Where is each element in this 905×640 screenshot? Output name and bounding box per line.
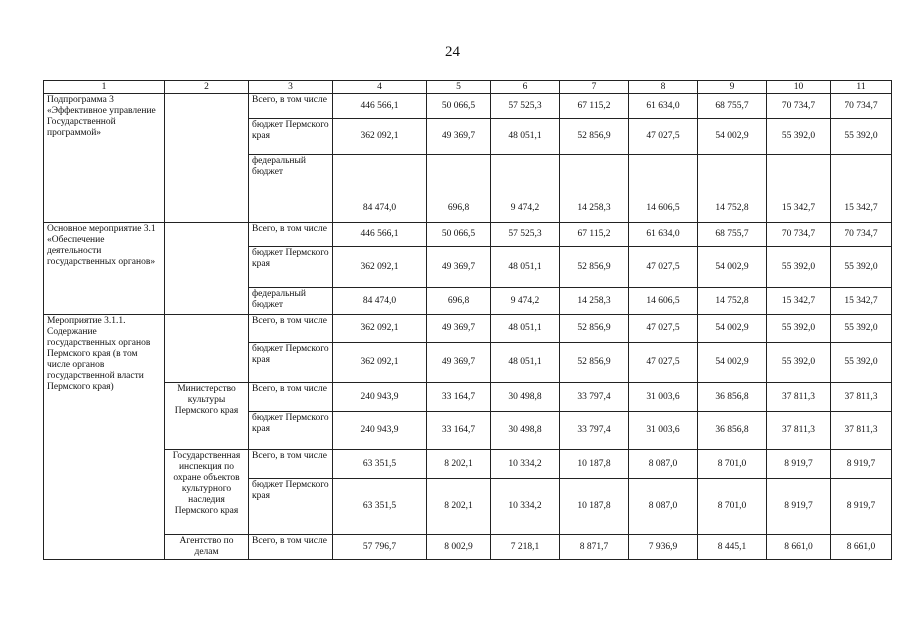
amount-cell: 8 087,0: [629, 450, 698, 479]
executor-cell: [165, 223, 249, 315]
amount-cell: 55 392,0: [767, 119, 831, 155]
amount-cell: 7 936,9: [629, 535, 698, 560]
table-row: [44, 383, 892, 412]
funding-source: Всего, в том числе: [249, 94, 333, 119]
amount-cell: 30 498,8: [491, 412, 560, 450]
amount-cell: 55 392,0: [767, 247, 831, 288]
amount-cell: 33 797,4: [560, 383, 629, 412]
amount-cell: 8 002,9: [427, 535, 491, 560]
amount-cell: 63 351,5: [333, 479, 427, 535]
column-header: 6: [491, 81, 560, 94]
amount-cell: 47 027,5: [629, 119, 698, 155]
amount-cell: 57 796,7: [333, 535, 427, 560]
amount-cell: 14 606,5: [629, 155, 698, 223]
amount-cell: 61 634,0: [629, 94, 698, 119]
amount-cell: 33 164,7: [427, 383, 491, 412]
column-header: 9: [698, 81, 767, 94]
amount-cell: 84 474,0: [333, 288, 427, 315]
amount-cell: 362 092,1: [333, 343, 427, 383]
amount-cell: 67 115,2: [560, 94, 629, 119]
amount-cell: 48 051,1: [491, 343, 560, 383]
amount-cell: 10 334,2: [491, 450, 560, 479]
amount-cell: 8 087,0: [629, 479, 698, 535]
amount-cell: 37 811,3: [831, 383, 892, 412]
amount-cell: 54 002,9: [698, 247, 767, 288]
amount-cell: 8 701,0: [698, 450, 767, 479]
funding-source: Всего, в том числе: [249, 535, 333, 560]
amount-cell: 33 164,7: [427, 412, 491, 450]
amount-cell: 67 115,2: [560, 223, 629, 247]
amount-cell: 14 258,3: [560, 288, 629, 315]
table-row: [44, 94, 892, 119]
amount-cell: 8 919,7: [831, 450, 892, 479]
measure-label: Основное мероприятие 3.1 «Обеспечение деятельности государственных органов»: [44, 223, 165, 315]
funding-source: Всего, в том числе: [249, 315, 333, 343]
measure-label: Мероприятие 3.1.1. Содержание государственных органов Пермского края (в том числе органов государственной власти Пермского края): [44, 315, 165, 560]
executor-cell: Агентство по делам: [165, 535, 249, 560]
column-header: 8: [629, 81, 698, 94]
executor-cell: [165, 94, 249, 223]
amount-cell: 10 187,8: [560, 479, 629, 535]
column-header: 5: [427, 81, 491, 94]
funding-source: бюджет Пермского края: [249, 343, 333, 383]
amount-cell: 47 027,5: [629, 343, 698, 383]
amount-cell: 31 003,6: [629, 383, 698, 412]
amount-cell: 52 856,9: [560, 247, 629, 288]
column-header: 2: [165, 81, 249, 94]
amount-cell: 10 334,2: [491, 479, 560, 535]
amount-cell: 70 734,7: [831, 94, 892, 119]
amount-cell: 14 752,8: [698, 288, 767, 315]
amount-cell: 68 755,7: [698, 223, 767, 247]
amount-cell: 55 392,0: [831, 119, 892, 155]
amount-cell: 240 943,9: [333, 412, 427, 450]
amount-cell: 54 002,9: [698, 315, 767, 343]
amount-cell: 8 661,0: [767, 535, 831, 560]
amount-cell: 7 218,1: [491, 535, 560, 560]
measure-label: Подпрограмма 3 «Эффективное управление Государственной программой»: [44, 94, 165, 223]
amount-cell: 37 811,3: [831, 412, 892, 450]
amount-cell: 14 752,8: [698, 155, 767, 223]
amount-cell: 8 445,1: [698, 535, 767, 560]
amount-cell: 446 566,1: [333, 223, 427, 247]
amount-cell: 48 051,1: [491, 315, 560, 343]
amount-cell: 47 027,5: [629, 247, 698, 288]
amount-cell: 696,8: [427, 155, 491, 223]
amount-cell: 8 202,1: [427, 479, 491, 535]
amount-cell: 15 342,7: [767, 155, 831, 223]
amount-cell: 49 369,7: [427, 343, 491, 383]
amount-cell: 362 092,1: [333, 119, 427, 155]
funding-source: бюджет Пермского края: [249, 479, 333, 535]
amount-cell: 52 856,9: [560, 315, 629, 343]
executor-cell: [165, 315, 249, 383]
header-row: [44, 81, 892, 94]
table-row: [44, 315, 892, 343]
amount-cell: 57 525,3: [491, 94, 560, 119]
amount-cell: 362 092,1: [333, 315, 427, 343]
amount-cell: 52 856,9: [560, 119, 629, 155]
funding-source: федеральный бюджет: [249, 155, 333, 223]
amount-cell: 8 919,7: [831, 479, 892, 535]
amount-cell: 15 342,7: [831, 155, 892, 223]
amount-cell: 8 919,7: [767, 450, 831, 479]
executor-cell: Государственная инспекция по охране объектов культурного наследия Пермского края: [165, 450, 249, 535]
amount-cell: 15 342,7: [831, 288, 892, 315]
amount-cell: 70 734,7: [767, 94, 831, 119]
amount-cell: 55 392,0: [767, 315, 831, 343]
funding-source: Всего, в том числе: [249, 383, 333, 412]
amount-cell: 10 187,8: [560, 450, 629, 479]
page-number: 24: [445, 44, 460, 60]
funding-source: федеральный бюджет: [249, 288, 333, 315]
column-header: 10: [767, 81, 831, 94]
amount-cell: 15 342,7: [767, 288, 831, 315]
amount-cell: 30 498,8: [491, 383, 560, 412]
funding-source: Всего, в том числе: [249, 223, 333, 247]
amount-cell: 55 392,0: [831, 247, 892, 288]
amount-cell: 8 202,1: [427, 450, 491, 479]
column-header: 7: [560, 81, 629, 94]
column-header: 3: [249, 81, 333, 94]
column-header: 4: [333, 81, 427, 94]
amount-cell: 49 369,7: [427, 315, 491, 343]
funding-source: бюджет Пермского края: [249, 119, 333, 155]
amount-cell: 696,8: [427, 288, 491, 315]
amount-cell: 57 525,3: [491, 223, 560, 247]
amount-cell: 9 474,2: [491, 155, 560, 223]
amount-cell: 8 661,0: [831, 535, 892, 560]
amount-cell: 8 919,7: [767, 479, 831, 535]
funding-source: Всего, в том числе: [249, 450, 333, 479]
amount-cell: 61 634,0: [629, 223, 698, 247]
amount-cell: 8 701,0: [698, 479, 767, 535]
amount-cell: 47 027,5: [629, 315, 698, 343]
amount-cell: 63 351,5: [333, 450, 427, 479]
amount-cell: 52 856,9: [560, 343, 629, 383]
amount-cell: 70 734,7: [767, 223, 831, 247]
amount-cell: 362 092,1: [333, 247, 427, 288]
amount-cell: 50 066,5: [427, 223, 491, 247]
amount-cell: 37 811,3: [767, 412, 831, 450]
amount-cell: 55 392,0: [767, 343, 831, 383]
amount-cell: 68 755,7: [698, 94, 767, 119]
column-header: 11: [831, 81, 892, 94]
table-row: [44, 535, 892, 560]
amount-cell: 37 811,3: [767, 383, 831, 412]
amount-cell: 84 474,0: [333, 155, 427, 223]
amount-cell: 70 734,7: [831, 223, 892, 247]
amount-cell: 8 871,7: [560, 535, 629, 560]
table-row: [44, 450, 892, 479]
executor-cell: Министерство культуры Пермского края: [165, 383, 249, 450]
amount-cell: 36 856,8: [698, 383, 767, 412]
amount-cell: 446 566,1: [333, 94, 427, 119]
amount-cell: 9 474,2: [491, 288, 560, 315]
amount-cell: 14 606,5: [629, 288, 698, 315]
table-row: [44, 223, 892, 247]
funding-source: бюджет Пермского края: [249, 412, 333, 450]
amount-cell: 49 369,7: [427, 247, 491, 288]
amount-cell: 240 943,9: [333, 383, 427, 412]
amount-cell: 54 002,9: [698, 119, 767, 155]
amount-cell: 50 066,5: [427, 94, 491, 119]
amount-cell: 48 051,1: [491, 119, 560, 155]
amount-cell: 48 051,1: [491, 247, 560, 288]
amount-cell: 36 856,8: [698, 412, 767, 450]
amount-cell: 54 002,9: [698, 343, 767, 383]
amount-cell: 33 797,4: [560, 412, 629, 450]
amount-cell: 31 003,6: [629, 412, 698, 450]
amount-cell: 14 258,3: [560, 155, 629, 223]
budget-table: [43, 80, 892, 560]
amount-cell: 49 369,7: [427, 119, 491, 155]
amount-cell: 55 392,0: [831, 343, 892, 383]
amount-cell: 55 392,0: [831, 315, 892, 343]
funding-source: бюджет Пермского края: [249, 247, 333, 288]
column-header: 1: [44, 81, 165, 94]
